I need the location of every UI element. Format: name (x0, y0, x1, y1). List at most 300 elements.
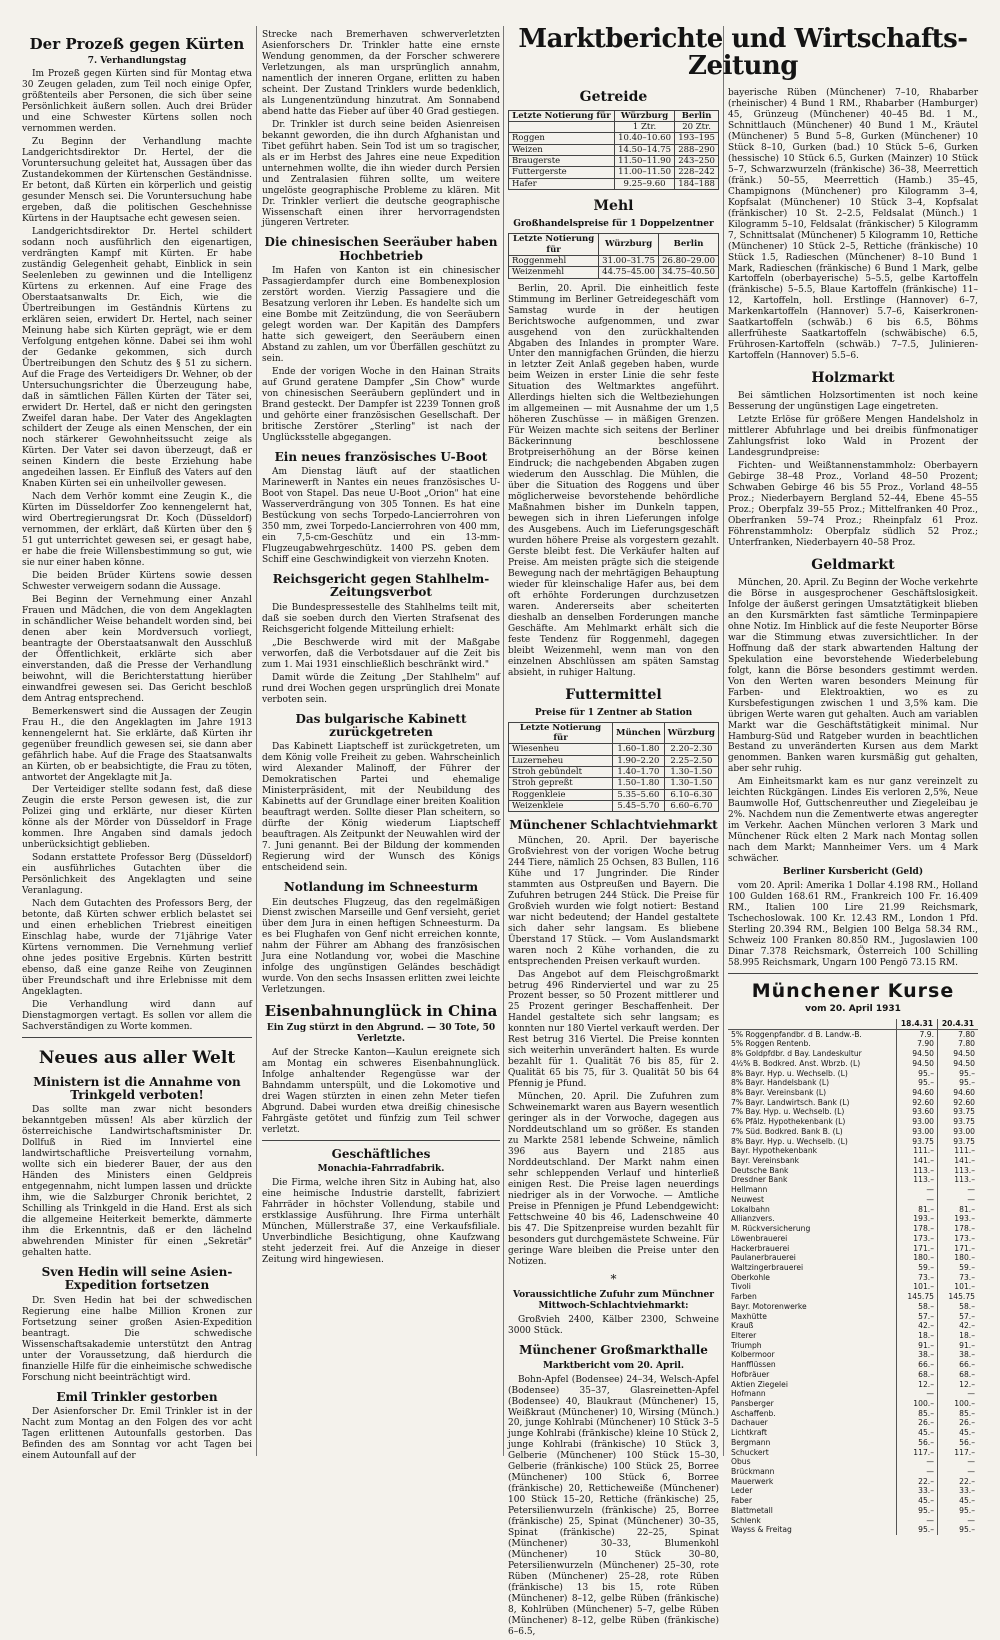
row-label: Hackerbrauerei (731, 1243, 790, 1253)
row-value: 145.75 (938, 1292, 979, 1302)
row-label: Pansberger (731, 1399, 774, 1409)
row-value: 73.– (938, 1273, 979, 1283)
paragraph: Ein deutsches Flugzeug, das den regelmäßigen Dienst zwischen Marseille und Genf versieht, geriet über dem Jura in einen heftigen Schneesturm. Da es bei Flughafen von Genf nicht erreichen konnte, nahm der Führer am Abhang des französischen Jura eine Notlandung vor, wobei die Maschine infolge des ungünstigen Geländes beschädigt wurde. Von den sechs Insassen erlitten zwei leichte Verletzungen. (262, 897, 500, 996)
table-row (509, 801, 719, 812)
row-label: Elterer (731, 1330, 757, 1340)
table-row (728, 1273, 978, 1283)
table-row (728, 1516, 978, 1526)
table-header: München (613, 722, 665, 744)
row-label: Dachauer (731, 1418, 768, 1428)
row-label: Bayr. Vereinsbank (731, 1156, 800, 1166)
table-row (728, 1244, 978, 1254)
row-value: — (938, 1185, 979, 1195)
section-title-neues: Neues aus aller Welt (38, 1047, 236, 1068)
asterisk-separator: * (610, 1271, 617, 1286)
row-label: Schuckert (731, 1447, 769, 1457)
paragraph: Bohn-Apfel (Bodensee) 24–34, Welsch-Apfel (Bodensee) 35–37, Glasreinetten-Apfel (Bodensee) 40, Blaukraut (Münchener) 15, Weißkraut (Münchener) 10, Wirsing (Münch.) 20, junge Kohlrabi (Münchener) 10 Stück 3–5 junge Kohlrabi (fränkische) kleine 10 Stück 2, junge Kohlrabi (fränkische) 10 Stück 3, Gelberie (Münchener) 100 Stück 15–30, Gelberie (fränkische) 100 Stück 25, Borree (Münchener) 100 Stück 6, Borree (fränkische) 20, Retticheweiße (Münchener) 100 Stück 15–20, Rettiche (fränkische) 25, Petersilienwurzeln (fränkische) 25, Borree (fränkische) 25, Spinat (Münchener) 30–35, Spinat (fränkische) 22–25, Spinat (Münchener) 30–33, Blumenkohl (Münchener) 10 Stück 30–80, Petersilienwurzeln (Münchener) 25–30, rote Rüben (Münchener) 25–28, rote Rüben (fränkische) 13 bis 15, rote Rüben (Münchener) 8–12, gelbe Rüben (fränkische) 8, Kohlrüben (Münchener) 5–7, gelbe Rüben (Münchener) 8–12, gelbe Rüben (fränkische) 6–6.5, (508, 1374, 719, 1637)
table-row (509, 778, 719, 789)
table-row (728, 1370, 978, 1380)
paragraph: Das sollte man zwar nicht besonders bekanntgeben müssen! Als aber kürzlich der österreichische Landwirtschaftsminister Dr. Dollfuß in Ried im Innviertel eine landwirtschaftliche Preisverteilung vornahm, wollte sich ein biederer Bauer, der aus den Händen des Ministers einen Geldpreis entgegennahm, nicht lumpen lassen und drückte ihm, wie die Salzburger Chronik berichtet, 2 Schilling als Trinkgeld in die Hand. Erst als sich die allgemeine Heiterkeit bemerkte, dämmerte ihm die Erkenntnis, daß er den lächelnd abwehrenden Minister für einen „Sekretär" gehalten hatte. (22, 1105, 252, 1258)
row-value: 95.– (897, 1078, 938, 1088)
table-row (728, 1205, 978, 1215)
row-label: 8% Bayr. Vereinsbank (L) (731, 1088, 827, 1098)
table-row (728, 1496, 978, 1506)
row-value: 94.50 (897, 1059, 938, 1069)
table-row (728, 1302, 978, 1312)
article-title-trinkler: Emil Trinkler gestorben (56, 1389, 218, 1404)
paragraph: Am Einheitsmarkt kam es nur ganz vereinzelt zu leichten Rückgängen. Lindes Eis verloren 2,5%, Neue Baumwolle Hof, Guttschenreuther und Ziegeleibau je 2%. Nachdem nun die Zementwerte etwas angeregter im Verkehr. Aachen München verloren 3 Mark und Münchener Rück elten 2 Mark nach Montag sollen nach dem Markt; Mannheimer Vers. um 4 Mark schwächer. (728, 777, 978, 865)
kurse-date: vom 20. April 1931 (805, 1004, 901, 1015)
row-value: 93.75 (897, 1137, 938, 1147)
row-label: 4½% B. Bodkred. Anst. Wbrzb. (L) (731, 1058, 861, 1068)
row-label: Leder (731, 1486, 753, 1496)
row-value: — (897, 1516, 938, 1526)
grossmarkthalle-subtitle: Marktbericht vom 20. April. (542, 1360, 685, 1371)
row-label: Bayr. Motorenwerke (731, 1301, 807, 1311)
row-value: — (938, 1457, 979, 1467)
table-row (728, 1477, 978, 1487)
row-value: 113.– (897, 1175, 938, 1185)
mehl-table (508, 233, 719, 278)
paragraph: Damit würde die Zeitung „Der Stahlhelm" auf rund drei Wochen gegen ursprünglich drei Monate verboten sein. (262, 672, 500, 705)
row-label: Hellmann (731, 1185, 768, 1195)
article-title-uboot: Ein neues französisches U-Boot (274, 449, 488, 464)
paragraph: Die beiden Brüder Kürtens sowie dessen Schwester verweigern sodann die Aussage. (22, 571, 252, 593)
row-value: 56.– (897, 1438, 938, 1448)
table-header: Letzte Notierung für (509, 722, 613, 744)
table-row (509, 755, 719, 766)
table-row (509, 178, 719, 189)
row-value: 141.– (897, 1156, 938, 1166)
row-label: Bayr. Hypothekenbank (731, 1146, 818, 1156)
row-value: — (938, 1389, 979, 1399)
paragraph: München, 20. April. Zu Beginn der Woche verkehrte die Börse in ausgesprochener Geschäftslosigkeit. Infolge der äußerst geringen Umsatztätigkeit blieben an den Kursmärkten fast sämtliche Terminpapiere ohne Notiz. Im Hinblick auf die feste Neuporter Börse war die Stimmung etwas zuversichtlicher. In der Hoffnung daß der stark abwartenden Haltung der Spekulation eine bevorstehende Wiederbelebung folgt, kann die Börse besonders gestimmt werden. Von den Werten waren besonders Meinung für Farben- und Elektroaktien, wo es zu Kursbefestigungen zwischen 1 und 3,5% kam. Die übrigen Werte waren gut gehalten. Auch am variablen Markt war die Geschäftstätigkeit minimal. Nur Hamburg-Süd und Ratgeber wurden in beachtlichen Bestand zu unveränderten Kursen aus dem Markt genommen. Banken waren kursmäßig gut gehalten, aber sehr ruhig. (728, 577, 978, 775)
row-value: — (897, 1185, 938, 1195)
table-header: Letzte Notierung für (509, 110, 615, 121)
row-value: 58.– (938, 1302, 979, 1312)
row-value: 173.– (897, 1234, 938, 1244)
row-value: 113.– (938, 1166, 979, 1176)
row-label: Lichtkraft (731, 1428, 767, 1438)
row-value: 1.90–2.20 (613, 755, 665, 766)
row-label: 7% Bay. Hyp. u. Wechselb. (L) (731, 1107, 845, 1117)
paragraph: Letzte Erlöse für größere Mengen Handelsholz in mittlerer Abfuhrlage und bei dreibis fünfmonatiger Zahlungsfrist loko Wald in Prozent der Landesgrundpreise: (728, 415, 978, 459)
row-label: Weizen (509, 144, 615, 155)
row-value: 173.– (938, 1234, 979, 1244)
row-value: 113.– (938, 1175, 979, 1185)
paragraph: Das Angebot auf dem Fleischgroßmarkt betrug 496 Rinderviertel und war zu 25 Prozent besser, so 50 Prozent mittlerer und 25 Prozent geringer Beschaffenheit. Der Handel gestaltete sich sehr langsam; es konnten nur 180 Viertel verkauft werden. Der Rest betrug 316 Viertel. Die Preise konnten sich weiterhin unverändert halten. Es wurde bezahlt für 1. Qualität 76 bis 85, für 2. Qualität 65 bis 75, für 3. Qualität 50 bis 64 Pfennig je Pfund. (508, 969, 719, 1090)
row-label: Neuwest (731, 1194, 764, 1204)
table-row (509, 267, 719, 278)
row-value: 100.– (897, 1399, 938, 1409)
paragraph: Bei Beginn der Vernehmung einer Anzahl Frauen und Mädchen, die von dem Angeklagten in schändlicher Weise behandelt worden sind, bei denen aber kein Mordversuch vorliegt, beantragte der Oberstaatsanwalt den Ausschluß der Öffentlichkeit, erklärte sich aber einverstanden, daß die Presse der Verhandlung beiwohnt, will die Berichterstattung hierüber einwandfrei gewesen sei. Das Gericht beschloß dem Antrag entsprechend. (22, 595, 252, 704)
paragraph: Auf der Strecke Kanton—Kaulun ereignete sich am Montag ein schweres Eisenbahnunglück. Infolge anhaltender Regengüsse war der Bahndamm unterspült, und die Lokomotive und drei Wagen stürzten in einen zehn Meter tiefen Abgrund. Dabei wurden etwa dreißig chinesische Fahrgäste getötet und fünfzig zum Teil schwer verletzt. (262, 1047, 500, 1135)
getreide-table (508, 110, 719, 191)
row-value: 34.75–40.50 (659, 267, 719, 278)
paragraph: Nach dem Verhör kommt eine Zeugin K., die Kürten im Düsseldorfer Zoo kennengelernt hat, wird Obertregierungsrat Dr. Koch (Düsseldorf) vernommen, der erklärt, daß Kürten über den § 51 gut unterrichtet gewesen sei, er gesagt habe, er habe die freie Willensbestimmung so gut, wie sie nur einer haben könne. (22, 492, 252, 569)
masthead-wirtschaft: Marktberichte und Wirtschafts-Zeitung (518, 24, 968, 82)
table-row (728, 1195, 978, 1205)
paragraph: bayerische Rüben (Münchener) 7–10, Rhabarber (rheinischer) 4 Bund 1 RM., Rhabarber (Hamburger) 45, Grünzeug (Münchener) 40–45 Bd. 1 M., Schnittlauch (Münchener) 40 Bund 1 M., Kräutel (Münchener) 5 Bund 5–8, Gurken (Münchener) 10 Stück 8–10, Gurken (bad.) 10 Stück 5–6, Gurken (hessische) 10 Stück 6.5, Gurken (Mainzer) 10 Stück 5–7, Schwarzwurzeln (fränkische) 36–38, Meerrettich (fränk.) 50–55, Meerrettich (Hamb.) 35–45, Champignons (Münchener) pro Kilogramm 3–4, Kopfsalat (Münchener) 10 Stück 3–4, Kopfsalat (fränkischer) 10 St. 2–2.5, Feldsalat (Münch.) 1 Kilogramm 5–10, Feldsalat (fränkischer) 5 Kilogramm 7, Schnittsalat (Münchener) 5 Kilogramm 10, Rettiche (Münchener) 10 Stück 2–5, Rettiche (fränkische) 10 Stück 1.5, Radieschen (Münchener) 8–10 Bund 1 Mark, Radieschen (fränkische) 6 Bund 1 Mark, gelbe Kartoffeln (oberbayerische) 5–5.5, gelbe Kartoffeln (fränkische) 5–5.5, Blaue Kartoffeln (fränkische) 11–12, Kartoffeln, holl. Erstlinge (Hannover) 6–7, Markenkartoffeln (Hannover) 5.7–6, Kaiserkronen-Saatkartoffeln (schwäb.) 6 bis 6.5, Böhms allerfrüheste Saatkartoffeln (schwäbische) 6.5, Frührosen-Kartoffeln (schwäb.) 7–7.5, Julinieren-Kartoffeln (Hannover) 5.5–6. (728, 88, 978, 362)
table-row (509, 156, 719, 167)
table-row (728, 1224, 978, 1234)
row-value: 93.75 (938, 1117, 979, 1127)
row-label: Aktien Ziegelei (731, 1379, 788, 1389)
row-label: Hofmann (731, 1389, 766, 1399)
table-row (728, 1321, 978, 1331)
section-title-mehl: Mehl (593, 198, 634, 215)
row-value: 93.75 (938, 1107, 979, 1117)
article-subtitle-kuerten: 7. Verhandlungstag (87, 55, 187, 66)
row-value: 193.– (897, 1214, 938, 1224)
row-value: 12.– (938, 1380, 979, 1390)
table-row (728, 1039, 978, 1049)
row-value: 5.35–5.60 (613, 789, 665, 800)
row-value: — (938, 1195, 979, 1205)
paragraph: Die Bundespressestelle des Stahlhelms teilt mit, daß sie soeben durch den Vierten Strafsenat des Reichsgericht folgende Mitteilung erhielt: (262, 602, 500, 635)
row-value: 68.– (938, 1370, 979, 1380)
table-row (728, 1438, 978, 1448)
row-value: 81.– (938, 1205, 979, 1215)
row-value: 141.– (938, 1156, 979, 1166)
table-row (728, 1331, 978, 1341)
table-row (728, 1029, 978, 1039)
row-value: — (938, 1467, 979, 1477)
row-value: 95.– (938, 1525, 979, 1535)
table-row (728, 1341, 978, 1351)
table-row (728, 1078, 978, 1088)
row-value: — (897, 1195, 938, 1205)
row-label: Roggenmehl (509, 255, 599, 266)
article-title-eisenbahn: Eisenbahnunglück in China (264, 1002, 498, 1021)
section-title-schlachtvieh: Münchener Schlachtviehmarkt (509, 818, 718, 833)
row-value: 7.80 (938, 1029, 979, 1039)
row-value: 193.– (938, 1214, 979, 1224)
row-value: 7.90 (897, 1039, 938, 1049)
row-label: Weizenkleie (509, 801, 613, 812)
paragraph: Bei sämtlichen Holzsortimenten ist noch keine Besserung der ungünstigen Lage eingetreten. (728, 391, 978, 413)
row-label: Stroh gebündelt (509, 767, 613, 778)
row-value: 145.75 (897, 1292, 938, 1302)
table-row (728, 1263, 978, 1273)
row-label: Waltzingerbrauerei (731, 1262, 804, 1272)
row-value: 1.60–1.80 (613, 744, 665, 755)
row-value: 33.– (897, 1486, 938, 1496)
row-value: 85.– (897, 1409, 938, 1419)
row-label: Deutsche Bank (731, 1165, 789, 1175)
article-body-kuerten (22, 69, 252, 1032)
row-value: 117.– (897, 1448, 938, 1458)
table-row (509, 744, 719, 755)
row-value: 68.– (897, 1370, 938, 1380)
row-label: Triumph (731, 1340, 762, 1350)
article-title-hedin: Sven Hedin will seine Asien-Expedition fortsetzen (41, 1264, 233, 1293)
row-value: — (897, 1457, 938, 1467)
paragraph: Die Firma, welche ihren Sitz in Aubing hat, also eine heimische Industrie darstellt, fabriziert Fahrräder in höchster Vollendung, stabile und erstklassige Ausführung. Ihre Firma unterhält München, Müllerstraße 37, eine Verkaufsfiliale. Unverbindliche Besichtigung, ohne Kaufzwang steht jederzeit frei. Auf die Anzeige in dieser Zeitung wird hingewiesen. (262, 1178, 500, 1265)
table-header: Würzburg (664, 722, 718, 744)
paragraph: „Die Beschwerde wird mit der Maßgabe verworfen, daß die Verbotsdauer auf die Zeit bis zum 1. Mai 1931 einschließlich beschränkt wird." (262, 637, 500, 670)
table-row (728, 1146, 978, 1156)
row-value: 94.50 (938, 1049, 979, 1059)
kurse-table (728, 1019, 978, 1535)
row-label: Hanfflüssen (731, 1360, 776, 1370)
table-row (728, 1409, 978, 1419)
row-label: 5% Roggen Rentenb. (731, 1039, 811, 1049)
table-row (728, 1282, 978, 1292)
row-label: Schlenk (731, 1515, 761, 1525)
article-title-minister: Ministern ist die Annahme von Trinkgeld verboten! (33, 1074, 241, 1102)
row-value: 228–242 (675, 167, 719, 178)
row-label: Obus (731, 1457, 751, 1467)
table-row (509, 789, 719, 800)
table-row (728, 1127, 978, 1137)
column-2 (262, 30, 500, 1268)
table-row (509, 167, 719, 178)
row-label: Braugerste (509, 156, 615, 167)
row-value: 18.– (897, 1331, 938, 1341)
devisen-title: Berliner Kursbericht (Geld) (782, 867, 924, 878)
row-value: 14.50–14.75 (614, 144, 674, 155)
row-label: Luzerneheu (509, 755, 613, 766)
row-value: 66.– (938, 1360, 979, 1370)
table-row (728, 1360, 978, 1370)
table-row (728, 1156, 978, 1166)
row-label: Paulanerbrauerei (731, 1253, 796, 1263)
paragraph: Der Verteidiger stellte sodann fest, daß diese Zeugin die erste Person gewesen ist, die zur Polizei ging und erklärte, nur dieser Kürten könne als der Mörder von Düsseldorf in Frage kommen. Ihre Angaben sind damals jedoch unberücksichtigt geblieben. (22, 785, 252, 851)
kurse-title: Münchener Kurse (751, 979, 955, 1002)
row-value: — (897, 1467, 938, 1477)
table-row (728, 1185, 978, 1195)
paragraph: Die Verhandlung wird dann auf Dienstagmorgen vertagt. Es sollen vor allem die Sachverständigen zu Worte kommen. (22, 999, 252, 1032)
row-label: 5% Roggenpfandbr. d B. Landw.-B. (731, 1029, 862, 1039)
article-title-geschaeftliches: Geschäftliches (331, 1146, 431, 1161)
paragraph: Dr. Trinkler ist durch seine beiden Asienreisen bekannt geworden, die ihn durch Afghanistan und Tibet geführt haben. Sein Tod ist um so tragischer, als er im Herbst des Jahres eine neue Expedition unternehmen wollte, die ihn wieder durch Persien und Zentralasien führen sollte, um weitere ungelöste geographische Probleme zu klären. Mit Dr. Trinkler verliert die deutsche geographische Wissenschaft einen ihrer hervorragendsten jüngeren Vertreter. (262, 119, 500, 229)
section-title-holzmarkt: Holzmarkt (811, 370, 895, 387)
row-value: 18.– (938, 1331, 979, 1341)
row-label: 7% Süd. Bodkred. Bank B. (L) (731, 1126, 843, 1136)
row-label: Kolbermoor (731, 1350, 775, 1360)
table-row (728, 1234, 978, 1244)
paragraph: Zu Beginn der Verhandlung machte Landgerichtsdirektor Dr. Hertel, der die Voruntersuchung geleitet hat, Aussagen über das Zustandekommen der Kürtenschen Geständnisse. Er betont, daß Kürten ein körperlich und geistig gesunder Mensch sei. Die Voruntersuchung habe ergeben, daß die politischen Geschehnisse Kürtens in der Hauptsache echt gewesen seien. (22, 137, 252, 225)
row-value: 1.30–1.50 (664, 778, 718, 789)
row-value: 111.– (897, 1146, 938, 1156)
row-label: Faber (731, 1496, 752, 1506)
table-row (728, 1253, 978, 1263)
table-row (728, 1457, 978, 1467)
row-value: 57.– (897, 1312, 938, 1322)
row-value: 93.00 (897, 1117, 938, 1127)
table-row (728, 1292, 978, 1302)
row-label: Stroh gepreßt (509, 778, 613, 789)
row-value: 180.– (897, 1253, 938, 1263)
paragraph: Im Hafen von Kanton ist ein chinesischer Passagierdampfer durch eine Bombenexplosion zerstört worden. Vierzig Passagiere und die Besatzung verloren ihr Leben. Es handelte sich um eine Bombe mit Zeitzündung, die von Seeräubern gelegt worden war. Der Kapitän des Dampfers hatte sich geweigert, den Seeräubern einen Abstand zu zahlen, um vor Überfällen geschützt zu sein. (262, 266, 500, 365)
paragraph: Nach dem Gutachten des Professors Berg, der betonte, daß Kürten schwer erblich belastet sei und einen erheblichen Triebrest eineitigen Einschlag habe, wurde der 71jährige Vater Kürtens vernommen. Die Vernehmung verlief ohne jedes positive Ergebnis. Kürten bestritt ebenso, daß eine ganze Reihe von Zeuginnen über Freundschaft und ihre Erlebnisse mit dem Angeklagten. (22, 899, 252, 997)
column-1 (22, 30, 252, 1464)
row-label: Lokalbahn (731, 1204, 770, 1214)
section-title-futtermittel: Futtermittel (565, 686, 662, 703)
row-value: 6.60–6.70 (664, 801, 718, 812)
table-row (728, 1486, 978, 1496)
row-value: 11.50–11.90 (614, 156, 674, 167)
divider (262, 1140, 500, 1141)
row-value: — (897, 1389, 938, 1399)
row-value: 38.– (938, 1350, 979, 1360)
paragraph: München, 20. April. Der bayerische Großviehrest von der vorigen Woche betrug 244 Tiere, nämlich 25 Ochsen, 83 Bullen, 116 Kühe und 17 Jungrinder. Die Rinder stammten aus Ostpreußen und Bayern. Die Zufuhren betrugen 244 Stück. Die Preise für Großvieh wurden wie folgt notiert: Bestand war nicht bedeutend; der Handel gestaltete sich daher sehr langsam. Es bliebene Überstand 17 Stück. — Vom Auslandsmarkt waren noch 2 Kühe vorhanden, die zu entsprechenden Preisen verkauft wurden. (508, 835, 719, 967)
table-header: 18.4.31 (897, 1019, 938, 1029)
row-label: Löwenbrauerei (731, 1233, 788, 1243)
row-value: 85.– (938, 1409, 979, 1419)
row-value: 66.– (897, 1360, 938, 1370)
row-value: 10.40–10.60 (614, 133, 674, 144)
row-value: 93.00 (897, 1127, 938, 1137)
row-value: 94.60 (897, 1088, 938, 1098)
row-value: 7.80 (938, 1039, 979, 1049)
row-label: 8% Bayr. Hyp. u. Wechselb. (L) (731, 1068, 848, 1078)
table-row (728, 1175, 978, 1185)
table-unit: 1 Ztr. (614, 122, 674, 133)
row-value: 7.9. (897, 1029, 938, 1039)
row-value: 95.– (938, 1069, 979, 1079)
row-label: Maxhütte (731, 1311, 767, 1321)
table-row (728, 1059, 978, 1069)
row-label: Brückmann (731, 1467, 775, 1477)
row-value: 93.60 (897, 1107, 938, 1117)
table-header: Berlin (675, 110, 719, 121)
row-label: Futtergerste (509, 167, 615, 178)
table-header (728, 1019, 897, 1029)
row-value: 95.– (897, 1525, 938, 1535)
row-value: 171.– (938, 1244, 979, 1254)
row-label: Krauß (731, 1321, 754, 1331)
row-value: 92.60 (938, 1098, 979, 1108)
zufuhr-title: Voraussichtliche Zufuhr zum Münchner Mittwoch-Schlachtviehmarkt: (512, 1290, 715, 1312)
row-value: 91.– (938, 1341, 979, 1351)
row-value: — (938, 1516, 979, 1526)
table-row (509, 767, 719, 778)
paragraph: Fichten- und Weißtannenstammholz: Oberbayern Gebirge 38–48 Proz., Vorland 48–50 Prozent; Schwaben Gebirge 46 bis 55 Proz., Vorland 48–55 Proz.; Niederbayern Bergland 52–44, Ebene 45–55 Proz.; Oberpfalz 39–55 Proz.; Mittelfranken 40 Proz., Oberfranken 59–74 Proz.; Rheinpfalz 61 Proz. Föhrenstammholz: Oberpfalz südlich 52 Proz.; Unterfranken, Niederbayern 40–58 Proz. (728, 461, 978, 548)
row-value: 44.75–45.00 (599, 267, 659, 278)
row-label: Roggen (509, 133, 615, 144)
section-title-getreide: Getreide (579, 88, 648, 105)
table-row (728, 1107, 978, 1117)
row-label: Mauerwerk (731, 1476, 774, 1486)
row-value: 6.10–6.30 (664, 789, 718, 800)
paragraph: Das Kabinett Liaptscheff ist zurückgetreten, um dem König volle Freiheit zu geben. Wahrscheinlich wird Alexander Malinoff, der Führer der Demokratischen Partei und ehemalige Ministerpräsident, mit der Neubildung des Kabinetts auf der Grundlage einer breiten Koalition beauftragt werden. Sollte dieser Plan scheitern, so dürfte der König wiederum Liaptscheff beauftragen. Als Zeitpunkt der Neuwahlen wird der 7. Juni genannt. Bei der Bildung der kommenden Regierung wird der Wunsch des Königs entscheidend sein. (262, 742, 500, 874)
row-value: 92.60 (897, 1098, 938, 1108)
table-row (728, 1069, 978, 1079)
row-label: M. Rückversicherung (731, 1224, 811, 1234)
row-label: Blattmetall (731, 1505, 773, 1515)
row-label: 6% Pfälz. Hypothekenbank (L) (731, 1117, 846, 1127)
row-value: 1.40–1.70 (613, 767, 665, 778)
row-value: 1.50–1.80 (613, 778, 665, 789)
table-row (728, 1506, 978, 1516)
row-value: 93.00 (938, 1127, 979, 1137)
row-value: 111.– (938, 1146, 979, 1156)
row-value: 101.– (938, 1282, 979, 1292)
row-label: Aschaffenb. (731, 1408, 776, 1418)
row-label: 8% Goldpfdbr. d Bay. Landeskultur (731, 1049, 862, 1059)
table-row (728, 1166, 978, 1176)
paragraph: Dr. Sven Hedin hat bei der schwedischen Regierung eine halbe Million Kronen zur Fortsetzung seiner großen Asien-Expedition beantragt. Die schwedische Wissenschaftsakademie unterstützt den Antrag unter der Voraussetzung, daß hierdurch die finanzielle Hilfe für die einheimische schwedische Forschung nicht beeinträchtigt wird. (22, 1295, 252, 1383)
row-value: 93.75 (938, 1137, 979, 1147)
row-value: 288–290 (675, 144, 719, 155)
section-title-geldmarkt: Geldmarkt (811, 556, 895, 573)
paragraph: Berlin, 20. April. Die einheitlich feste Stimmung im Berliner Getreidegeschäft vom Samstag wurde in der heutigen Berichtswoche aufgenommen, und zwar ausgehend von den zurückhaltenden Abgaben des Inlandes in prompter Ware. Unter den mannigfachen Gründen, die hierzu in letzter Zeit Anlaß gegeben haben, wurde beim Weizen in erster Linie die sehr feste Situation des Weltmarktes angeführt. Allerdings hielten sich die Weltbeziehungen im allgemeinen — mit Ausnahme der um 1,5 höheren Zuschüsse — in mäßigen Grenzen. Für Weizen machte sich seitens der Berliner Bäckerinnung beschlossene Brotpreiserhöhung an der Börse keinen Eindruck; die nachgebenden Abgaben zugen wiederum den Ausschlag. Die Mühlen, die über die Situation des Roggens und über möglicherweise bevorstehende behördliche Maßnahmen bisher im Dunkeln tappen, bewegen sich in ihren Lieferungen infolge des Ausgebens. Auch im Lieferungsgeschäft wurden höhere Preise als vorgestern gezahlt. Gerste bleibt fest. Die Verkäufer halten auf Preise. Am meisten prägte sich die steigende Bewegung nach der mehrtägigen Behauptung wieder für kleinschalige Hafer aus, bei dem oft erhöhte Forderungen durchzusetzen waren. Andererseits aber scheiterten dieshalb an denselben Forderungen manche Geschäfte. Am Mehlmarkt erhält sich die feste Tendenz für Roggenmehl, dagegen bleibt Weizenmehl, wenn man von den einzelnen Abschlüssen am späten Samstag absieht, in ruhiger Haltung. (508, 283, 720, 678)
article-title-seeraeuber: Die chinesischen Seeräuber haben Hochbetrieb (264, 235, 498, 263)
row-value: 243–250 (675, 156, 719, 167)
article-title-reichsgericht: Reichsgericht gegen Stahlhelm-Zeitungsverbot (272, 571, 490, 600)
table-row (728, 1467, 978, 1477)
table-header: Würzburg (614, 110, 674, 121)
row-value: 45.– (938, 1428, 979, 1438)
row-value: 100.– (938, 1399, 979, 1409)
article-title-kuerten: Der Prozeß gegen Kürten (29, 35, 245, 53)
row-value: 33.– (938, 1486, 979, 1496)
paragraph: Ende der vorigen Woche in den Hainan Straits auf Grund geratene Dampfer „Sin Chow" wurde von chinesischen Seeräubern geplündert und in Brand gesteckt. Der Dampfer ist 2239 Tonnen groß und gehörte einer französischen Gesellschaft. Der britische Zerstörer „Sterling" ist nach der Unglücksstelle abgegangen. (262, 367, 500, 443)
row-label: 8% Bayr. Handelsbank (L) (731, 1078, 830, 1088)
table-row (728, 1214, 978, 1224)
table-row (728, 1312, 978, 1322)
row-label: Wiesenheu (509, 744, 613, 755)
table-row (728, 1418, 978, 1428)
row-value: 31.00–31.75 (599, 255, 659, 266)
table-row (728, 1428, 978, 1438)
row-value: 26.– (938, 1418, 979, 1428)
paragraph: Am Dienstag läuft auf der staatlichen Marinewerft in Nantes ein neues französisches U-Boot von Stapel. Das neue U-Boot „Orion" hat eine Wasserverdrängung von 305 Tonnen. Es hat eine Bestückung von sechs Torpedo-Lancierrohren von 350 mm, zwei Torpedo-Lancierrohren von 400 mm, ein 7,5-cm-Geschütz und ein 13-mm-Flugzeugabwehrgeschütz. 1400 PS. geben dem Schiff eine Geschwindigkeit von vierzehn Knoten. (262, 467, 500, 565)
row-value: 193–195 (675, 133, 719, 144)
futtermittel-table (508, 722, 719, 813)
table-row (509, 255, 719, 266)
row-value: 184–188 (675, 178, 719, 189)
paragraph: Großvieh 2400, Kälber 2300, Schweine 3000 Stück. (508, 1315, 719, 1337)
row-value: 38.– (897, 1350, 938, 1360)
table-row (728, 1350, 978, 1360)
row-value: 73.– (897, 1273, 938, 1283)
row-value: 94.50 (938, 1059, 979, 1069)
row-label: Bergmann (731, 1437, 771, 1447)
row-value: 1.30–1.50 (664, 767, 718, 778)
table-row (728, 1117, 978, 1127)
row-value: 178.– (938, 1224, 979, 1234)
row-label: 8% Bayr. Hyp. u. Wechselb. (L) (731, 1136, 848, 1146)
table-row (728, 1380, 978, 1390)
table-row (509, 144, 719, 155)
paragraph: München, 20. April. Die Zufuhren zum Schweinemarkt waren aus Bayern wesentlich geringer als in der Vorwoche, dagegen aus Norddeutschland um so größer. Es standen zu Markte 2581 lebende Schweine, nämlich 396 aus Bayern und 2185 aus Norddeutschland. Der Markt nahm einen sehr schleppenden Verlauf und hinterließ einigen Rest. Die Preise lagen neuerdings niedriger als in der Vorwoche. — Amtliche Preise in Pfennigen je Pfund Lebendgewicht: Fettschweine 40 bis 46, Ladenschweine 40 bis 47. Die Spitzenpreise wurden bezahlt für besonders gut durchgemästete Schweine. Für geringe Ware bleiben die Preise unter den Notizen. (508, 1092, 719, 1267)
row-label: Roggenkleie (509, 789, 613, 800)
table-unit: 20 Ztr. (675, 122, 719, 133)
section-title-grossmarkthalle: Münchener Großmarkthalle (519, 1343, 708, 1358)
table-row (728, 1049, 978, 1059)
row-value: 117.– (938, 1448, 979, 1458)
row-value: 171.– (897, 1244, 938, 1254)
row-label: Hafer (509, 178, 615, 189)
row-value: 94.50 (897, 1049, 938, 1059)
row-label: Farben (731, 1292, 757, 1302)
row-value: 45.– (897, 1428, 938, 1438)
row-value: 2.25–2.50 (664, 755, 718, 766)
row-value: 91.– (897, 1341, 938, 1351)
article-subtitle-eisenbahn: Ein Zug stürzt in den Abgrund. — 30 Tote, 50 Verletzte. (266, 1023, 496, 1044)
row-value: 81.– (897, 1205, 938, 1215)
row-label: Hofbräuer (731, 1369, 770, 1379)
row-value: 56.– (938, 1438, 979, 1448)
table-row (509, 133, 719, 144)
row-value: 26.80–29.00 (659, 255, 719, 266)
row-label: Tivoli (731, 1282, 751, 1292)
row-label: 7% Bayr. Landwirtsch. Bank (L) (731, 1097, 850, 1107)
row-value: 101.– (897, 1282, 938, 1292)
